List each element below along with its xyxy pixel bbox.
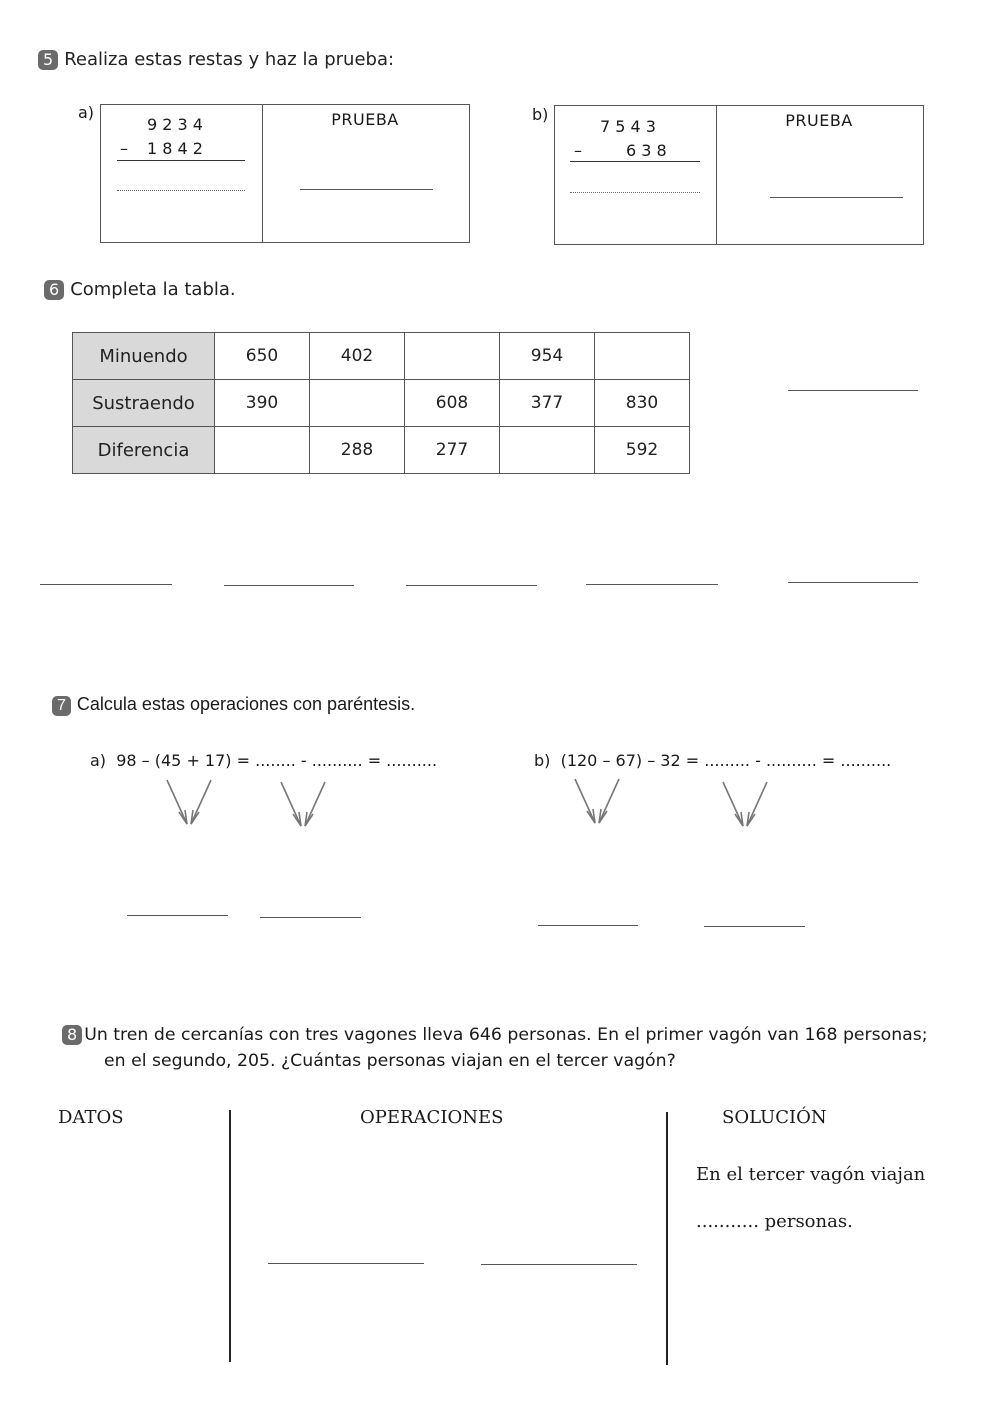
exercise-6-heading (44, 279, 236, 300)
solucion-header: SOLUCIÓN (722, 1107, 827, 1128)
exercise-number-badge: 5 (38, 50, 58, 70)
minuend-a: 9 2 3 4 (147, 115, 203, 134)
exercise-7-heading (52, 694, 415, 716)
result-a-field[interactable] (117, 190, 245, 191)
solution-answer-field[interactable]: ........... personas. (696, 1211, 853, 1232)
answer-blank[interactable] (586, 584, 718, 585)
datos-header: DATOS (58, 1107, 124, 1128)
arrow-down-icon (573, 777, 623, 833)
table-cell-blank[interactable] (405, 333, 500, 380)
answer-blank[interactable] (224, 585, 354, 586)
exercise-title: Realiza estas restas y haz la prueba: (64, 49, 395, 70)
column-divider (229, 1110, 231, 1362)
prueba-b-answer-field[interactable] (770, 197, 903, 198)
operation-b: b) (120 – 67) – 32 = ......... - .......... = .......... (534, 751, 892, 770)
table-cell-blank[interactable] (310, 380, 405, 427)
table-cell: 277 (405, 427, 500, 474)
subtraction-table (72, 332, 690, 474)
answer-blank[interactable] (788, 390, 918, 391)
operation-blank[interactable] (481, 1264, 637, 1265)
answer-blank[interactable] (406, 585, 537, 586)
sum-line-a (117, 160, 245, 161)
table-cell: 830 (595, 380, 690, 427)
operaciones-header: OPERACIONES (360, 1107, 504, 1128)
exercise-8-problem (62, 1025, 928, 1045)
table-cell: 390 (215, 380, 310, 427)
answer-blank[interactable] (127, 915, 228, 916)
arrow-down-icon (165, 778, 215, 834)
row-header-minuendo: Minuendo (73, 333, 215, 380)
minus-sign-a: – (120, 139, 128, 158)
answer-blank[interactable] (40, 584, 172, 585)
arrow-down-icon (279, 780, 329, 836)
problem-line-1: Un tren de cercanías con tres vagones lleva 646 personas. En el primer vagón van 168 personas; (84, 1025, 928, 1045)
answer-blank[interactable] (538, 925, 638, 926)
arrow-down-icon (721, 780, 771, 836)
result-b-field[interactable] (570, 192, 700, 193)
minus-sign-b: – (574, 141, 582, 160)
operation-blank[interactable] (268, 1263, 424, 1264)
table-cell-blank[interactable] (500, 427, 595, 474)
answer-blank[interactable] (704, 926, 805, 927)
operation-a: a) 98 – (45 + 17) = ........ - .......... = .......... (90, 751, 438, 770)
table-row-diferencia (73, 427, 690, 474)
subtraction-b-label: b) (532, 105, 549, 124)
table-row-sustraendo (73, 380, 690, 427)
exercise-title-period: . (410, 694, 416, 714)
exercise-number-badge: 8 (62, 1025, 82, 1045)
prueba-b-title: PRUEBA (785, 111, 853, 130)
prueba-a-answer-field[interactable] (300, 189, 433, 190)
row-header-sustraendo: Sustraendo (73, 380, 215, 427)
table-cell: 954 (500, 333, 595, 380)
table-cell: 608 (405, 380, 500, 427)
column-divider (666, 1112, 668, 1365)
exercise-5-heading (38, 49, 394, 70)
subtraction-a-label: a) (78, 103, 95, 122)
prueba-a-title: PRUEBA (331, 110, 399, 129)
table-cell: 592 (595, 427, 690, 474)
solution-sentence: En el tercer vagón viajan (696, 1164, 926, 1185)
table-row-minuendo (73, 333, 690, 380)
table-cell-blank[interactable] (595, 333, 690, 380)
exercise-number-badge: 6 (44, 280, 64, 300)
table-cell: 377 (500, 380, 595, 427)
subtrahend-b: 6 3 8 (626, 141, 667, 160)
minuend-b: 7 5 4 3 (600, 117, 656, 136)
exercise-title: Calcula estas operaciones con paréntesis (76, 694, 411, 714)
sum-line-b (570, 161, 700, 162)
row-header-diferencia: Diferencia (73, 427, 215, 474)
table-cell: 288 (310, 427, 405, 474)
problem-line-2: en el segundo, 205. ¿Cuántas personas viajan en el tercer vagón? (104, 1051, 676, 1071)
exercise-number-badge: 7 (52, 696, 71, 716)
table-cell: 402 (310, 333, 405, 380)
exercise-title: Completa la tabla. (70, 279, 236, 300)
table-cell-blank[interactable] (215, 427, 310, 474)
table-cell: 650 (215, 333, 310, 380)
subtrahend-a: 1 8 4 2 (147, 139, 203, 158)
answer-blank[interactable] (788, 582, 918, 583)
answer-blank[interactable] (260, 917, 361, 918)
